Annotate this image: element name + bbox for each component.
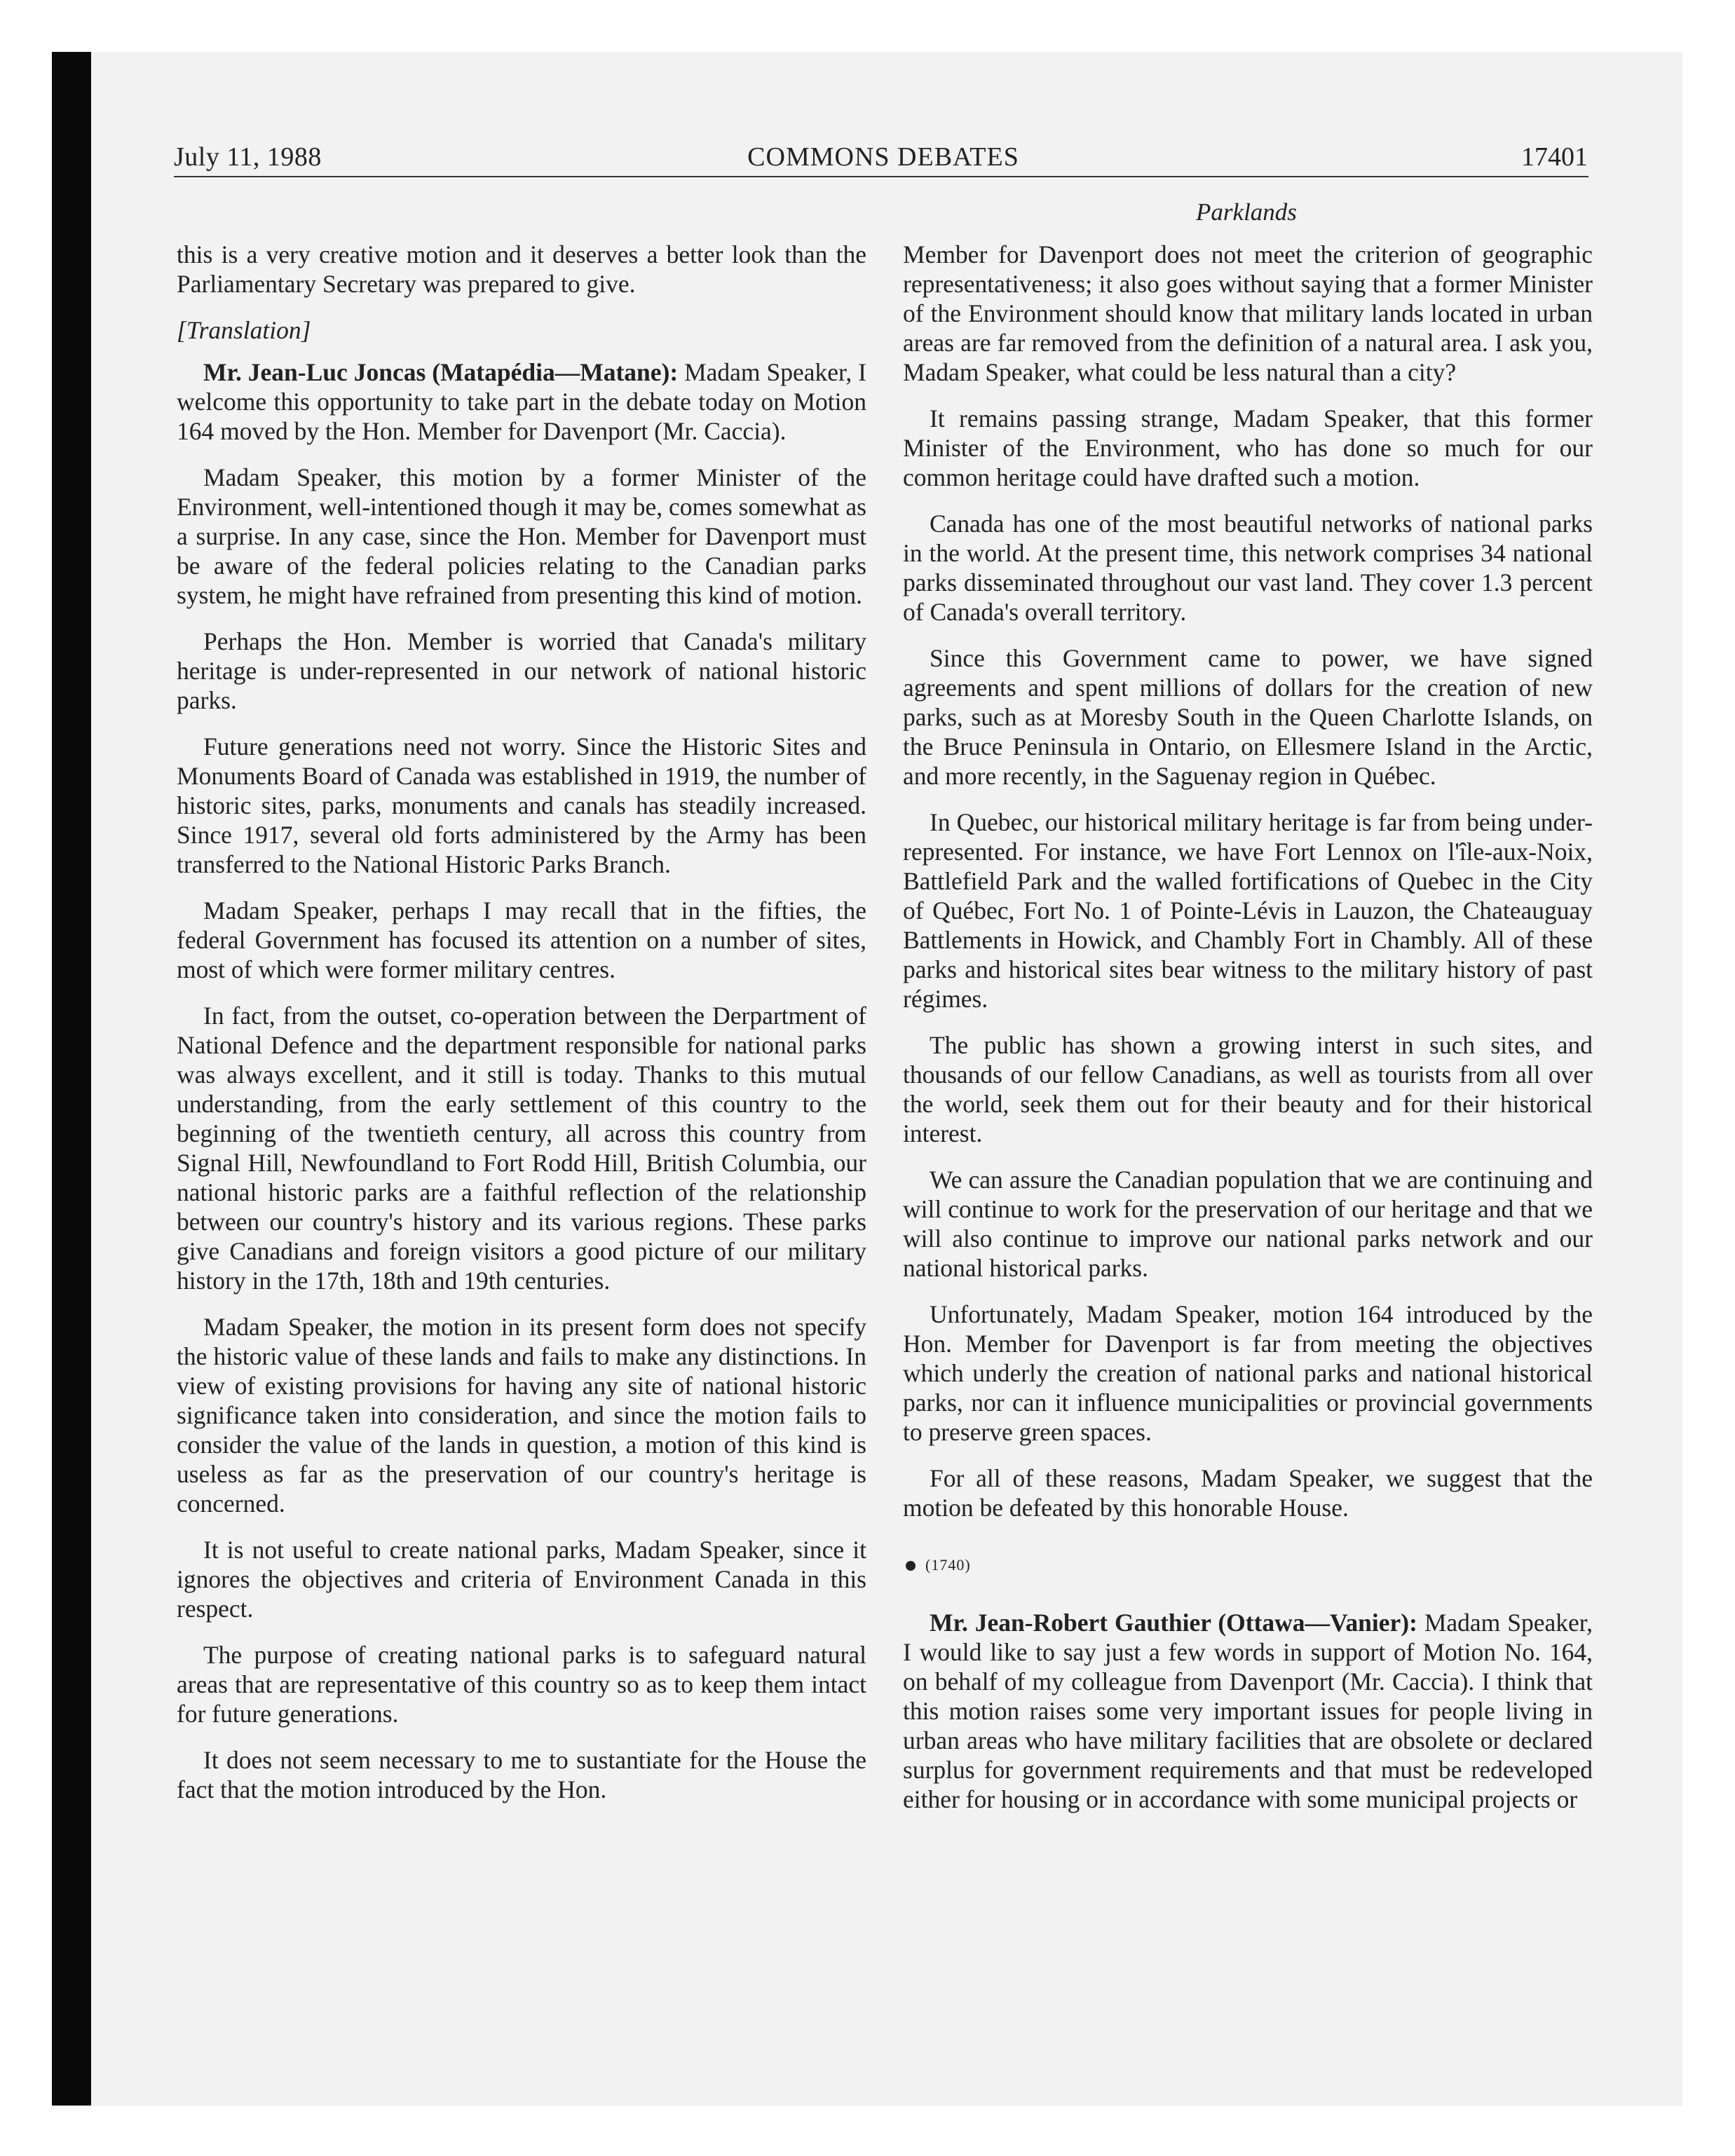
paragraph: Madam Speaker, the motion in its present form does not specify the historic value of these lands and fails to make any distinctions. In view of existing provisions for having any site of national historic significance taken into consideration, and since the motion fails to consider the value of the lands in question, a motion of this kind is useless as far as the preservation of our country's heritage is concerned. bbox=[177, 1313, 866, 1517]
speech-text: Madam Speaker, I welcome this opportunity to take part in the debate today on Motion 164 moved by the Hon. Member for Davenport (Mr. Caccia). bbox=[177, 358, 866, 445]
paragraph: The purpose of creating national parks is to safeguard natural areas that are representative of this country so as to keep them intact for future generations. bbox=[177, 1641, 866, 1728]
paragraph: For all of these reasons, Madam Speaker, we suggest that the motion be defeated by this honorable House. bbox=[903, 1464, 1593, 1522]
paragraph: In fact, from the outset, co-operation between the Derpartment of National Defence and the department responsible for national parks was always excellent, and it still is today. Thanks to this mutual understanding, from the early settlement of this country to the beginning of the twentieth century, all across this country from Signal Hill, Newfoundland to Fort Rodd Hill, British Columbia, our national historic parks are a faithful reflection of the relationship between our country's history and its various regions. These parks give Canadians and foreign visitors a good picture of our military history in the 17th, 18th and 19th centuries. bbox=[177, 1002, 866, 1295]
publication-title: COMMONS DEBATES bbox=[747, 142, 1019, 172]
paragraph: Future generations need not worry. Since the Historic Sites and Monuments Board of Canada was established in 1919, the number of historic sites, parks, monuments and canals has steadily increased. Since 1917, several old forts administered by the Army has been transferred to the National Historic Parks Branch. bbox=[177, 732, 866, 878]
paragraph: We can assure the Canadian population that we are continuing and will continue to work for the preservation of our heritage and that we will also continue to improve our national parks network and our national historical parks. bbox=[903, 1166, 1593, 1282]
speech-paragraph bbox=[177, 357, 866, 446]
paragraph: this is a very creative motion and it deserves a better look than the Parliamentary Secretary was prepared to give. bbox=[177, 240, 866, 298]
page-date: July 11, 1988 bbox=[174, 142, 322, 172]
paragraph: Since this Government came to power, we have signed agreements and spent millions of dollars for the creation of new parks, such as at Moresby South in the Queen Charlotte Islands, on the Bruce Peninsula in Ontario, on Ellesmere Island in the Arctic, and more recently, in the Saguenay region in Québec. bbox=[903, 644, 1593, 790]
right-column bbox=[903, 240, 1593, 1831]
paragraph: Madam Speaker, this motion by a former Minister of the Environment, well-intentioned though it may be, comes somewhat as a surprise. In any case, since the Hon. Member for Davenport must be aware of the federal policies relating to the Canadian parks system, he might have refrained from presenting this kind of motion. bbox=[177, 463, 866, 609]
left-column bbox=[177, 240, 866, 1821]
scan-edge-bar bbox=[52, 52, 91, 2106]
paragraph: Perhaps the Hon. Member is worried that Canada's military heritage is under-represented in our network of national historic parks. bbox=[177, 627, 866, 714]
page-number: 17401 bbox=[1521, 142, 1588, 172]
time-marker bbox=[903, 1550, 1593, 1580]
speech-paragraph bbox=[903, 1608, 1593, 1814]
paragraph: Unfortunately, Madam Speaker, motion 164 introduced by the Hon. Member for Davenport is far from meeting the objectives which underly the creation of national parks and national historical parks, nor can it influence municipalities or provincial governments to preserve green spaces. bbox=[903, 1300, 1593, 1446]
translation-label: [Translation] bbox=[177, 316, 311, 344]
paragraph: Member for Davenport does not meet the criterion of geographic representativeness; it also goes without saying that a former Minister of the Environment should know that military lands located in urban areas are far removed from the definition of a natural area. I ask you, Madam Speaker, what could be less natural than a city? bbox=[903, 240, 1593, 386]
paragraph: It is not useful to create national parks, Madam Speaker, since it ignores the objectives and criteria of Environment Canada in this respect. bbox=[177, 1536, 866, 1623]
paragraph: In Quebec, our historical military heritage is far from being under-represented. For instance, we have Fort Lennox on l'île-aux-Noix, Battlefield Park and the walled fortifications of Quebec in the City of Québec, Fort No. 1 of Pointe-Lévis in Lauzon, the Chateauguay Battlements in Howick, and Chambly Fort in Chambly. All of these parks and historical sites bear witness to the military history of past régimes. bbox=[903, 808, 1593, 1013]
paragraph: The public has shown a growing interst in such sites, and thousands of our fellow Canadians, as well as tourists from all over the world, seek them out for their beauty and for their historical interest. bbox=[903, 1031, 1593, 1147]
speech-text: Madam Speaker, I would like to say just a few words in support of Motion No. 164, on behalf of my colleague from Davenport (Mr. Caccia). I think that this motion raises some very important issues for people living in urban areas who have military facilities that are obsolete or declared surplus for government requirements and that must be redeveloped either for housing or in accordance with some municipal projects or bbox=[903, 1609, 1593, 1813]
paragraph: Madam Speaker, perhaps I may recall that in the fifties, the federal Government has focused its attention on a number of sites, most of which were former military centres. bbox=[177, 896, 866, 983]
paragraph: It remains passing strange, Madam Speaker, that this former Minister of the Environment, who has done so much for our common heritage could have drafted such a motion. bbox=[903, 404, 1593, 491]
bullet-icon bbox=[906, 1561, 916, 1571]
speaker-name: Mr. Jean-Luc Joncas (Matapédia—Matane): bbox=[203, 358, 679, 386]
paragraph: Canada has one of the most beautiful networks of national parks in the world. At the present time, this network comprises 34 national parks disseminated throughout our vast land. They cover 1.3 percent of Canada's overall territory. bbox=[903, 510, 1593, 626]
paragraph: It does not seem necessary to me to sustantiate for the House the fact that the motion introduced by the Hon. bbox=[177, 1746, 866, 1803]
speaker-name: Mr. Jean-Robert Gauthier (Ottawa—Vanier): bbox=[930, 1609, 1417, 1637]
header-rule bbox=[174, 176, 1588, 177]
time-marker-text: (1740) bbox=[925, 1556, 971, 1574]
section-title: Parklands bbox=[1196, 198, 1297, 226]
